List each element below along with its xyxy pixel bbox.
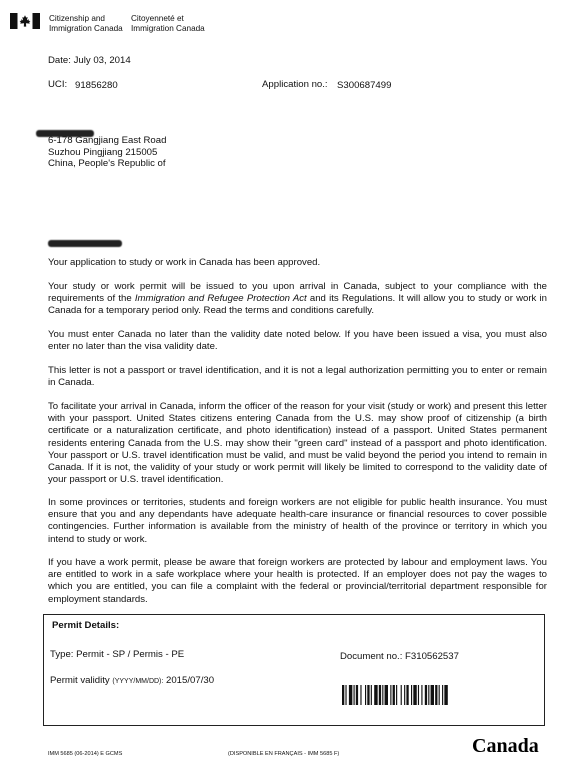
barcode-bar <box>413 685 416 705</box>
redacted-salutation <box>48 234 122 252</box>
barcode-bar <box>418 685 419 705</box>
barcode-image <box>342 685 508 705</box>
barcode-bar <box>404 685 405 705</box>
department-name-french: Citoyenneté et Immigration Canada <box>131 14 205 33</box>
barcode-bar <box>428 685 429 705</box>
barcode-bar <box>342 685 344 705</box>
paragraph-arrival-instructions: To facilitate your arrival in Canada, inform the officer of the reason for your visit (study or work) and present this letter with your passport. United States citizens entering Canada from the U.S. may show proof of citizenship (a birth certificate or a naturalization certificate, and photo identification) instead of a passport. United States permanent residents entering Canada from the U.S. may show their "green card" instead of a passport and photo identification. Your passport or U.S. travel identification must be valid, and must be valid beyond the period you intend to remain in Canada. If it is not, the validity of your study or work permit will likely be limited to correspond to the validity date of your passport or U.S. travel identification. <box>48 401 547 486</box>
permit-document-number: Document no.: F310562537 <box>340 651 459 662</box>
uci-value: 91856280 <box>75 80 118 91</box>
barcode-bar <box>349 685 352 705</box>
application-number-label: Application no.: <box>262 79 328 90</box>
application-number-value: S300687499 <box>337 80 392 91</box>
canada-wordmark: Canada <box>472 735 539 757</box>
address-line-3: China, People's Republic of <box>48 158 166 169</box>
barcode-bar <box>390 685 391 705</box>
barcode-bar <box>406 685 408 705</box>
barcode-bar <box>385 685 388 705</box>
barcode-bar <box>345 685 346 705</box>
barcode-bar <box>444 685 447 705</box>
barcode-bar <box>371 685 372 705</box>
barcode-bar <box>393 685 395 705</box>
barcode-bar <box>382 685 383 705</box>
permit-details-box <box>43 614 545 726</box>
address-line-1: 6-178 Gangjiang East Road <box>48 135 167 146</box>
paragraph-health-insurance: In some provinces or territories, students and foreign workers are not eligible for public health insurance. You must ensure that you and any dependants have adequate health-care insurance or financial resources to cover possible contingencies. Further information is available from the ministry of health of the province or territory in which you intend to study or work. <box>48 497 547 545</box>
paragraph-not-passport: This letter is not a passport or travel identification, and it is not a legal authorization permitting you to enter or remain in Canada. <box>48 365 547 389</box>
french-availability-note: (DISPONIBLE EN FRANÇAIS - IMM 5685 F) <box>228 751 340 757</box>
paragraph-entry-deadline: You must enter Canada no later than the validity date noted below. If you have been issued a visa, you must also enter no later than the visa validity date. <box>48 329 547 353</box>
barcode-bar <box>365 685 366 705</box>
address-line-2: Suzhou Pingjiang 215005 <box>48 146 158 158</box>
barcode-bar <box>374 685 377 705</box>
barcode-bar <box>421 685 422 705</box>
barcode-bar <box>379 685 381 705</box>
barcode-bar <box>439 685 440 705</box>
barcode-bar <box>442 685 443 705</box>
canada-flag-icon <box>10 13 40 29</box>
uci-label: UCI: <box>48 79 68 90</box>
paragraph-approval: Your application to study or work in Canada has been approved. <box>48 257 321 268</box>
form-code: IMM 5685 (06-2014) E GCMS <box>48 751 123 757</box>
paragraph-permit-issuance: Your study or work permit will be issued to you upon arrival in Canada, subject to your compliance with the requirements of the Immigration and Refugee Protection Act and its Regulations. It will allow you to study or work in Canada for a temporary period only. Read the terms and conditions carefully. <box>48 281 547 317</box>
permit-type: Type: Permit - SP / Permis - PE <box>50 649 185 660</box>
mailing-address <box>48 135 166 170</box>
barcode-bar <box>431 685 434 705</box>
permit-details-title: Permit Details: <box>52 620 120 631</box>
barcode-bar <box>360 685 361 705</box>
department-name-english: Citizenship and Immigration Canada <box>49 14 123 33</box>
barcode-bar <box>425 685 427 705</box>
barcode-bar <box>396 685 397 705</box>
barcode-bar <box>411 685 412 705</box>
barcode-bar <box>435 685 437 705</box>
barcode-bar <box>367 685 369 705</box>
barcode-bar <box>356 685 358 705</box>
permit-validity: Permit validity (YYYY/MM/DD): 2015/07/30 <box>50 675 215 686</box>
barcode-bar <box>401 685 402 705</box>
letter-date: Date: July 03, 2014 <box>48 55 131 66</box>
paragraph-labour-rights: If you have a work permit, please be aware that foreign workers are protected by labour and employment laws. You are entitled to work in a safe workplace where your health is protected. If an employer does not pay the wages to which you are entitled, you can file a complaint with the federal or provincial/territorial department responsible for employment standards. <box>48 557 547 605</box>
barcode-bar <box>354 685 355 705</box>
